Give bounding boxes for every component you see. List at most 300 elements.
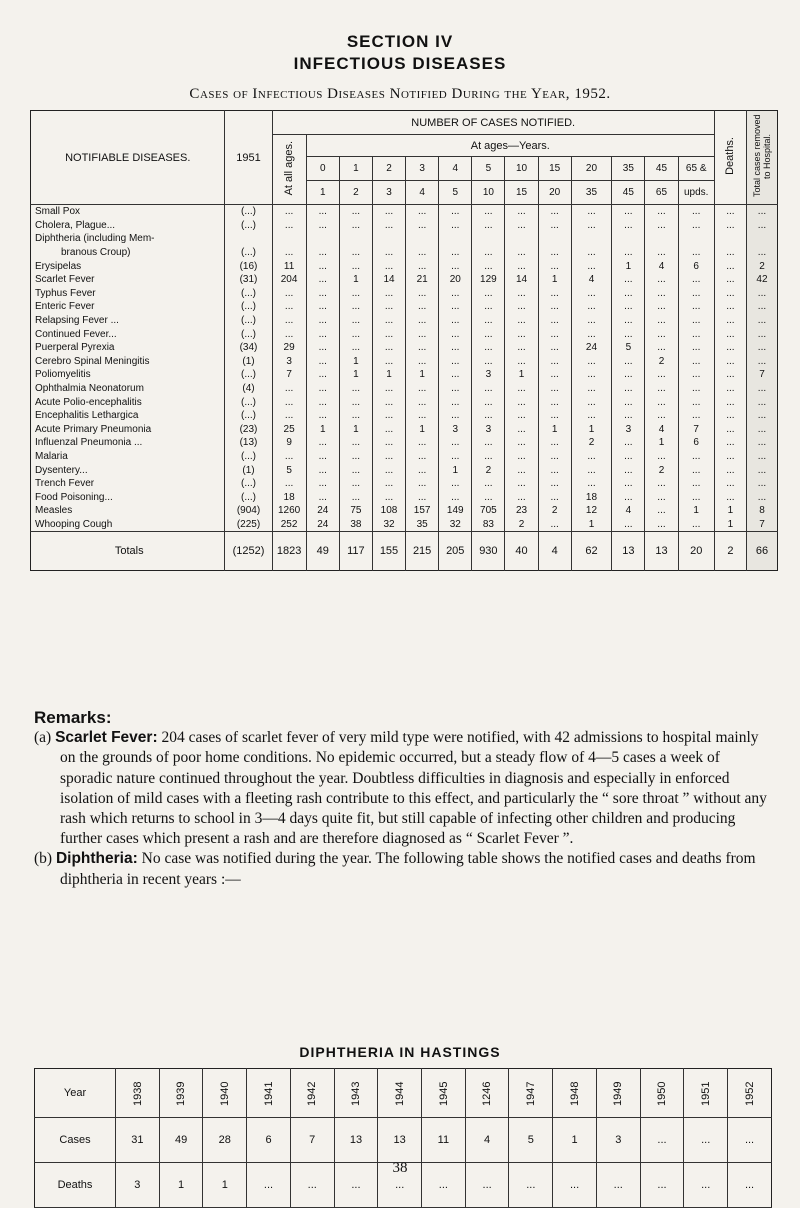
cell: ... xyxy=(571,246,612,260)
cases-1951: (...) xyxy=(225,490,272,504)
deaths-value: 1 xyxy=(203,1163,247,1208)
cell: 1 xyxy=(372,368,405,382)
age-from-5: 5 xyxy=(472,157,505,181)
cell: 20 xyxy=(678,532,714,571)
header-at-ages: At ages—Years. xyxy=(306,135,714,157)
cell: ... xyxy=(439,436,472,450)
cell: ... xyxy=(306,368,339,382)
cell: ... xyxy=(714,477,746,491)
cases-1951: (...) xyxy=(225,477,272,491)
cell: 5 xyxy=(612,341,645,355)
cell: ... xyxy=(714,300,746,314)
age-from-10: 45 xyxy=(645,157,678,181)
age-to-1: 2 xyxy=(339,181,372,205)
year-value: 1947 xyxy=(524,1080,537,1106)
year-4 xyxy=(290,1069,334,1118)
cell: 129 xyxy=(472,273,505,287)
cell: ... xyxy=(678,300,714,314)
cell: ... xyxy=(505,259,538,273)
cell: ... xyxy=(406,205,439,219)
cell: ... xyxy=(678,273,714,287)
cell: ... xyxy=(372,219,405,233)
cell: ... xyxy=(538,368,571,382)
cell: ... xyxy=(406,300,439,314)
cell: 75 xyxy=(339,504,372,518)
cases-value: 28 xyxy=(203,1118,247,1163)
cell: ... xyxy=(746,395,777,409)
cell xyxy=(339,232,372,246)
cell: ... xyxy=(406,327,439,341)
cell: ... xyxy=(538,314,571,328)
cell: 3 xyxy=(272,355,306,369)
cell: ... xyxy=(645,246,678,260)
cell: ... xyxy=(645,219,678,233)
cell: 38 xyxy=(339,518,372,532)
cell: ... xyxy=(505,314,538,328)
year-11 xyxy=(596,1069,640,1118)
cell: ... xyxy=(538,300,571,314)
cell: ... xyxy=(746,341,777,355)
cell: ... xyxy=(538,463,571,477)
cell: 24 xyxy=(306,518,339,532)
year-12 xyxy=(640,1069,684,1118)
disease-name: Enteric Fever xyxy=(35,301,95,313)
cell: ... xyxy=(406,450,439,464)
cell: ... xyxy=(306,205,339,219)
cell: ... xyxy=(571,450,612,464)
cases-value: 1 xyxy=(553,1118,597,1163)
cell: 1 xyxy=(714,518,746,532)
table-row xyxy=(31,395,778,409)
year-8 xyxy=(465,1069,509,1118)
cell: ... xyxy=(678,490,714,504)
cell: ... xyxy=(746,436,777,450)
cell: ... xyxy=(714,273,746,287)
cell: ... xyxy=(678,518,714,532)
cell: 7 xyxy=(678,423,714,437)
cell: 2 xyxy=(472,463,505,477)
cell: ... xyxy=(645,327,678,341)
cell xyxy=(746,232,777,246)
year-3 xyxy=(247,1069,291,1118)
cell: ... xyxy=(306,314,339,328)
age-to-9: 45 xyxy=(612,181,645,205)
cell: 157 xyxy=(406,504,439,518)
remarks-section xyxy=(34,708,774,890)
disease-name: Scarlet Fever xyxy=(35,274,95,286)
cell: ... xyxy=(505,219,538,233)
cell: ... xyxy=(678,219,714,233)
cell xyxy=(538,232,571,246)
cell: ... xyxy=(645,504,678,518)
cell: ... xyxy=(306,463,339,477)
year-13 xyxy=(684,1069,728,1118)
disease-name: Totals xyxy=(31,532,225,571)
cell: ... xyxy=(571,205,612,219)
age-from-11: 65 & xyxy=(678,157,714,181)
cases-1951: (...) xyxy=(225,368,272,382)
table-row xyxy=(31,287,778,301)
cell: ... xyxy=(372,409,405,423)
cell xyxy=(505,232,538,246)
table-row xyxy=(31,341,778,355)
year-10 xyxy=(553,1069,597,1118)
cell: ... xyxy=(645,409,678,423)
cell: 1 xyxy=(339,423,372,437)
cell: ... xyxy=(571,368,612,382)
cell: 3 xyxy=(472,423,505,437)
cell: 25 xyxy=(272,423,306,437)
cell: ... xyxy=(306,355,339,369)
cell: ... xyxy=(306,409,339,423)
cell: 1 xyxy=(406,423,439,437)
cell: ... xyxy=(406,246,439,260)
cell xyxy=(645,232,678,246)
cell: 35 xyxy=(406,518,439,532)
cell: ... xyxy=(538,259,571,273)
cell: 5 xyxy=(272,463,306,477)
cell: ... xyxy=(571,477,612,491)
table-row xyxy=(31,463,778,477)
cell: ... xyxy=(339,259,372,273)
cell: 11 xyxy=(272,259,306,273)
header-deaths: Deaths. xyxy=(714,111,746,205)
disease-name: Trench Fever xyxy=(35,478,95,490)
cell: ... xyxy=(272,287,306,301)
cell: ... xyxy=(746,409,777,423)
year-label: Year xyxy=(35,1069,116,1118)
cell: 1 xyxy=(339,368,372,382)
table-row xyxy=(31,450,778,464)
cell xyxy=(372,232,405,246)
cell: ... xyxy=(571,395,612,409)
cell: ... xyxy=(472,259,505,273)
deaths-value: ... xyxy=(596,1163,640,1208)
year-value: 1941 xyxy=(262,1080,275,1106)
cell: ... xyxy=(439,341,472,355)
age-to-5: 10 xyxy=(472,181,505,205)
cell: 4 xyxy=(645,423,678,437)
cell: ... xyxy=(406,287,439,301)
year-5 xyxy=(334,1069,378,1118)
cell: ... xyxy=(612,395,645,409)
cell: ... xyxy=(714,327,746,341)
cell xyxy=(714,232,746,246)
cell: ... xyxy=(645,300,678,314)
cell: 32 xyxy=(439,518,472,532)
cell: 1260 xyxy=(272,504,306,518)
cell: ... xyxy=(306,246,339,260)
cell: ... xyxy=(272,382,306,396)
cell: ... xyxy=(678,341,714,355)
cell: 62 xyxy=(571,532,612,571)
cases-1951: (13) xyxy=(225,436,272,450)
cell: ... xyxy=(439,490,472,504)
cell: 1 xyxy=(505,368,538,382)
table-row xyxy=(31,436,778,450)
cell: ... xyxy=(714,314,746,328)
cell: ... xyxy=(472,490,505,504)
year-2 xyxy=(203,1069,247,1118)
cell: ... xyxy=(339,327,372,341)
cell: ... xyxy=(612,436,645,450)
cell: ... xyxy=(571,219,612,233)
cell: ... xyxy=(339,450,372,464)
diphtheria-heading: DIPHTHERIA IN HASTINGS xyxy=(299,1044,501,1060)
table-row xyxy=(31,382,778,396)
cell: 32 xyxy=(372,518,405,532)
disease-name: Continued Fever... xyxy=(35,328,117,340)
cell: ... xyxy=(505,423,538,437)
cell: ... xyxy=(306,382,339,396)
section-heading: SECTION IV xyxy=(346,32,454,51)
cell: 49 xyxy=(306,532,339,571)
cell: ... xyxy=(714,246,746,260)
page-number: 38 xyxy=(392,1160,408,1176)
age-from-4: 4 xyxy=(439,157,472,181)
cell: ... xyxy=(306,259,339,273)
cell: ... xyxy=(538,219,571,233)
cell: 8 xyxy=(746,504,777,518)
cell: ... xyxy=(472,382,505,396)
cell: ... xyxy=(714,382,746,396)
cell: ... xyxy=(538,246,571,260)
cell: ... xyxy=(339,314,372,328)
cell: 66 xyxy=(746,532,777,571)
cell: ... xyxy=(439,259,472,273)
cell: 6 xyxy=(678,436,714,450)
cell: 1 xyxy=(439,463,472,477)
year-value: 1950 xyxy=(655,1080,668,1106)
age-from-7: 15 xyxy=(538,157,571,181)
cell: ... xyxy=(612,382,645,396)
cell: 40 xyxy=(505,532,538,571)
cell: ... xyxy=(306,327,339,341)
cell: ... xyxy=(612,450,645,464)
age-from-2: 2 xyxy=(372,157,405,181)
disease-name: Acute Polio-encephalitis xyxy=(35,396,142,408)
cell: ... xyxy=(306,477,339,491)
cases-value: 3 xyxy=(596,1118,640,1163)
cases-value: ... xyxy=(728,1118,772,1163)
cell: ... xyxy=(612,477,645,491)
year-7 xyxy=(422,1069,466,1118)
cell: ... xyxy=(472,287,505,301)
cell: ... xyxy=(571,287,612,301)
cell: ... xyxy=(678,409,714,423)
cell: ... xyxy=(372,259,405,273)
cell: ... xyxy=(645,341,678,355)
cell: ... xyxy=(645,477,678,491)
deaths-value: ... xyxy=(728,1163,772,1208)
cell: ... xyxy=(538,409,571,423)
cell: 2 xyxy=(746,259,777,273)
cell: 2 xyxy=(538,504,571,518)
disease-name: Food Poisoning... xyxy=(35,491,113,503)
cell: ... xyxy=(505,246,538,260)
cell: ... xyxy=(612,490,645,504)
cell: ... xyxy=(272,246,306,260)
cell: ... xyxy=(538,355,571,369)
age-to-6: 15 xyxy=(505,181,538,205)
cell: ... xyxy=(612,355,645,369)
cell: ... xyxy=(306,341,339,355)
cases-value: 7 xyxy=(290,1118,334,1163)
year-0 xyxy=(116,1069,160,1118)
cell: ... xyxy=(339,395,372,409)
disease-name: Puerperal Pyrexia xyxy=(35,342,115,354)
cases-1951: (...) xyxy=(225,314,272,328)
cases-value: 5 xyxy=(509,1118,553,1163)
cell: 1 xyxy=(571,518,612,532)
year-value: 1938 xyxy=(131,1080,144,1106)
cases-1951: (31) xyxy=(225,273,272,287)
cell: ... xyxy=(538,205,571,219)
cell: ... xyxy=(612,314,645,328)
cell: ... xyxy=(472,409,505,423)
cell xyxy=(472,232,505,246)
cell: ... xyxy=(538,395,571,409)
cases-1951: (...) xyxy=(225,327,272,341)
cell: ... xyxy=(339,477,372,491)
disease-name: Acute Primary Pneumonia xyxy=(35,423,152,435)
cell: ... xyxy=(505,300,538,314)
table-row xyxy=(31,327,778,341)
cell: ... xyxy=(306,450,339,464)
age-to-11: upds. xyxy=(678,181,714,205)
disease-name: Cholera, Plague... xyxy=(35,219,116,231)
cell: 3 xyxy=(472,368,505,382)
remark-diphtheria: (b) Diphtheria: No case was notified during the year. The following table shows the notified cases and deaths from diphtheria in recent years :— xyxy=(34,850,756,888)
cell: ... xyxy=(714,436,746,450)
cell: 3 xyxy=(439,423,472,437)
cell: ... xyxy=(306,300,339,314)
cell: ... xyxy=(439,409,472,423)
cell xyxy=(272,232,306,246)
cell: ... xyxy=(472,450,505,464)
cases-value: ... xyxy=(640,1118,684,1163)
cell: ... xyxy=(439,205,472,219)
cases-1951: (34) xyxy=(225,341,272,355)
cell: ... xyxy=(505,341,538,355)
cell: ... xyxy=(505,287,538,301)
cell: 149 xyxy=(439,504,472,518)
cell: ... xyxy=(372,327,405,341)
cell: ... xyxy=(439,314,472,328)
cell: ... xyxy=(714,450,746,464)
disease-name: Encephalitis Lethargica xyxy=(35,410,139,422)
table-row xyxy=(31,490,778,504)
cases-label: Cases xyxy=(35,1118,116,1163)
cell: 1 xyxy=(538,423,571,437)
cell: ... xyxy=(406,490,439,504)
year-value: 1940 xyxy=(218,1080,231,1106)
cell: ... xyxy=(372,436,405,450)
cell: ... xyxy=(505,205,538,219)
cell: ... xyxy=(746,327,777,341)
cell: 1 xyxy=(612,259,645,273)
table-row xyxy=(31,273,778,287)
cell: ... xyxy=(372,423,405,437)
age-from-6: 10 xyxy=(505,157,538,181)
cell: 2 xyxy=(505,518,538,532)
cell: ... xyxy=(538,518,571,532)
cell: 7 xyxy=(272,368,306,382)
cell: ... xyxy=(372,300,405,314)
cell: ... xyxy=(678,355,714,369)
age-from-9: 35 xyxy=(612,157,645,181)
cell: 1823 xyxy=(272,532,306,571)
cell: ... xyxy=(645,368,678,382)
cell: 7 xyxy=(746,518,777,532)
cell: ... xyxy=(406,477,439,491)
cell: ... xyxy=(339,287,372,301)
cell: ... xyxy=(406,355,439,369)
cell xyxy=(571,232,612,246)
disease-name: Malaria xyxy=(35,450,68,462)
deaths-value: ... xyxy=(290,1163,334,1208)
cell: 4 xyxy=(571,273,612,287)
cases-1951: (...) xyxy=(225,219,272,233)
cell: ... xyxy=(645,450,678,464)
cell: ... xyxy=(406,314,439,328)
cases-1951: (1252) xyxy=(225,532,272,571)
cell: ... xyxy=(505,450,538,464)
disease-name: Cerebro Spinal Meningitis xyxy=(35,355,150,367)
cell: ... xyxy=(472,395,505,409)
table-caption xyxy=(0,86,800,103)
age-to-4: 5 xyxy=(439,181,472,205)
cell: ... xyxy=(678,205,714,219)
deaths-value: ... xyxy=(247,1163,291,1208)
cell: ... xyxy=(714,259,746,273)
cell: ... xyxy=(439,355,472,369)
cases-value: 11 xyxy=(422,1118,466,1163)
disease-name: Poliomyelitis xyxy=(35,369,91,381)
cell: ... xyxy=(406,395,439,409)
cell: 1 xyxy=(678,504,714,518)
cell: 24 xyxy=(571,341,612,355)
cell: ... xyxy=(678,395,714,409)
cell: ... xyxy=(678,327,714,341)
cell: ... xyxy=(406,436,439,450)
cell: ... xyxy=(505,382,538,396)
cell: 4 xyxy=(538,532,571,571)
age-to-0: 1 xyxy=(306,181,339,205)
cell: ... xyxy=(571,314,612,328)
cases-1951: (...) xyxy=(225,205,272,219)
cell: ... xyxy=(678,287,714,301)
table-row xyxy=(31,314,778,328)
cell: ... xyxy=(746,423,777,437)
cell: ... xyxy=(272,205,306,219)
cases-1951: (225) xyxy=(225,518,272,532)
cell: ... xyxy=(306,490,339,504)
cell: ... xyxy=(472,436,505,450)
cell: ... xyxy=(439,368,472,382)
cases-1951: (...) xyxy=(225,287,272,301)
cases-1951: (...) xyxy=(225,395,272,409)
cell: ... xyxy=(678,368,714,382)
cell: 13 xyxy=(645,532,678,571)
cell: ... xyxy=(612,368,645,382)
cases-1951: (...) xyxy=(225,246,272,260)
cell: ... xyxy=(306,219,339,233)
deaths-value: ... xyxy=(378,1163,422,1208)
cell: ... xyxy=(538,382,571,396)
cell: 2 xyxy=(714,532,746,571)
cell: ... xyxy=(439,395,472,409)
